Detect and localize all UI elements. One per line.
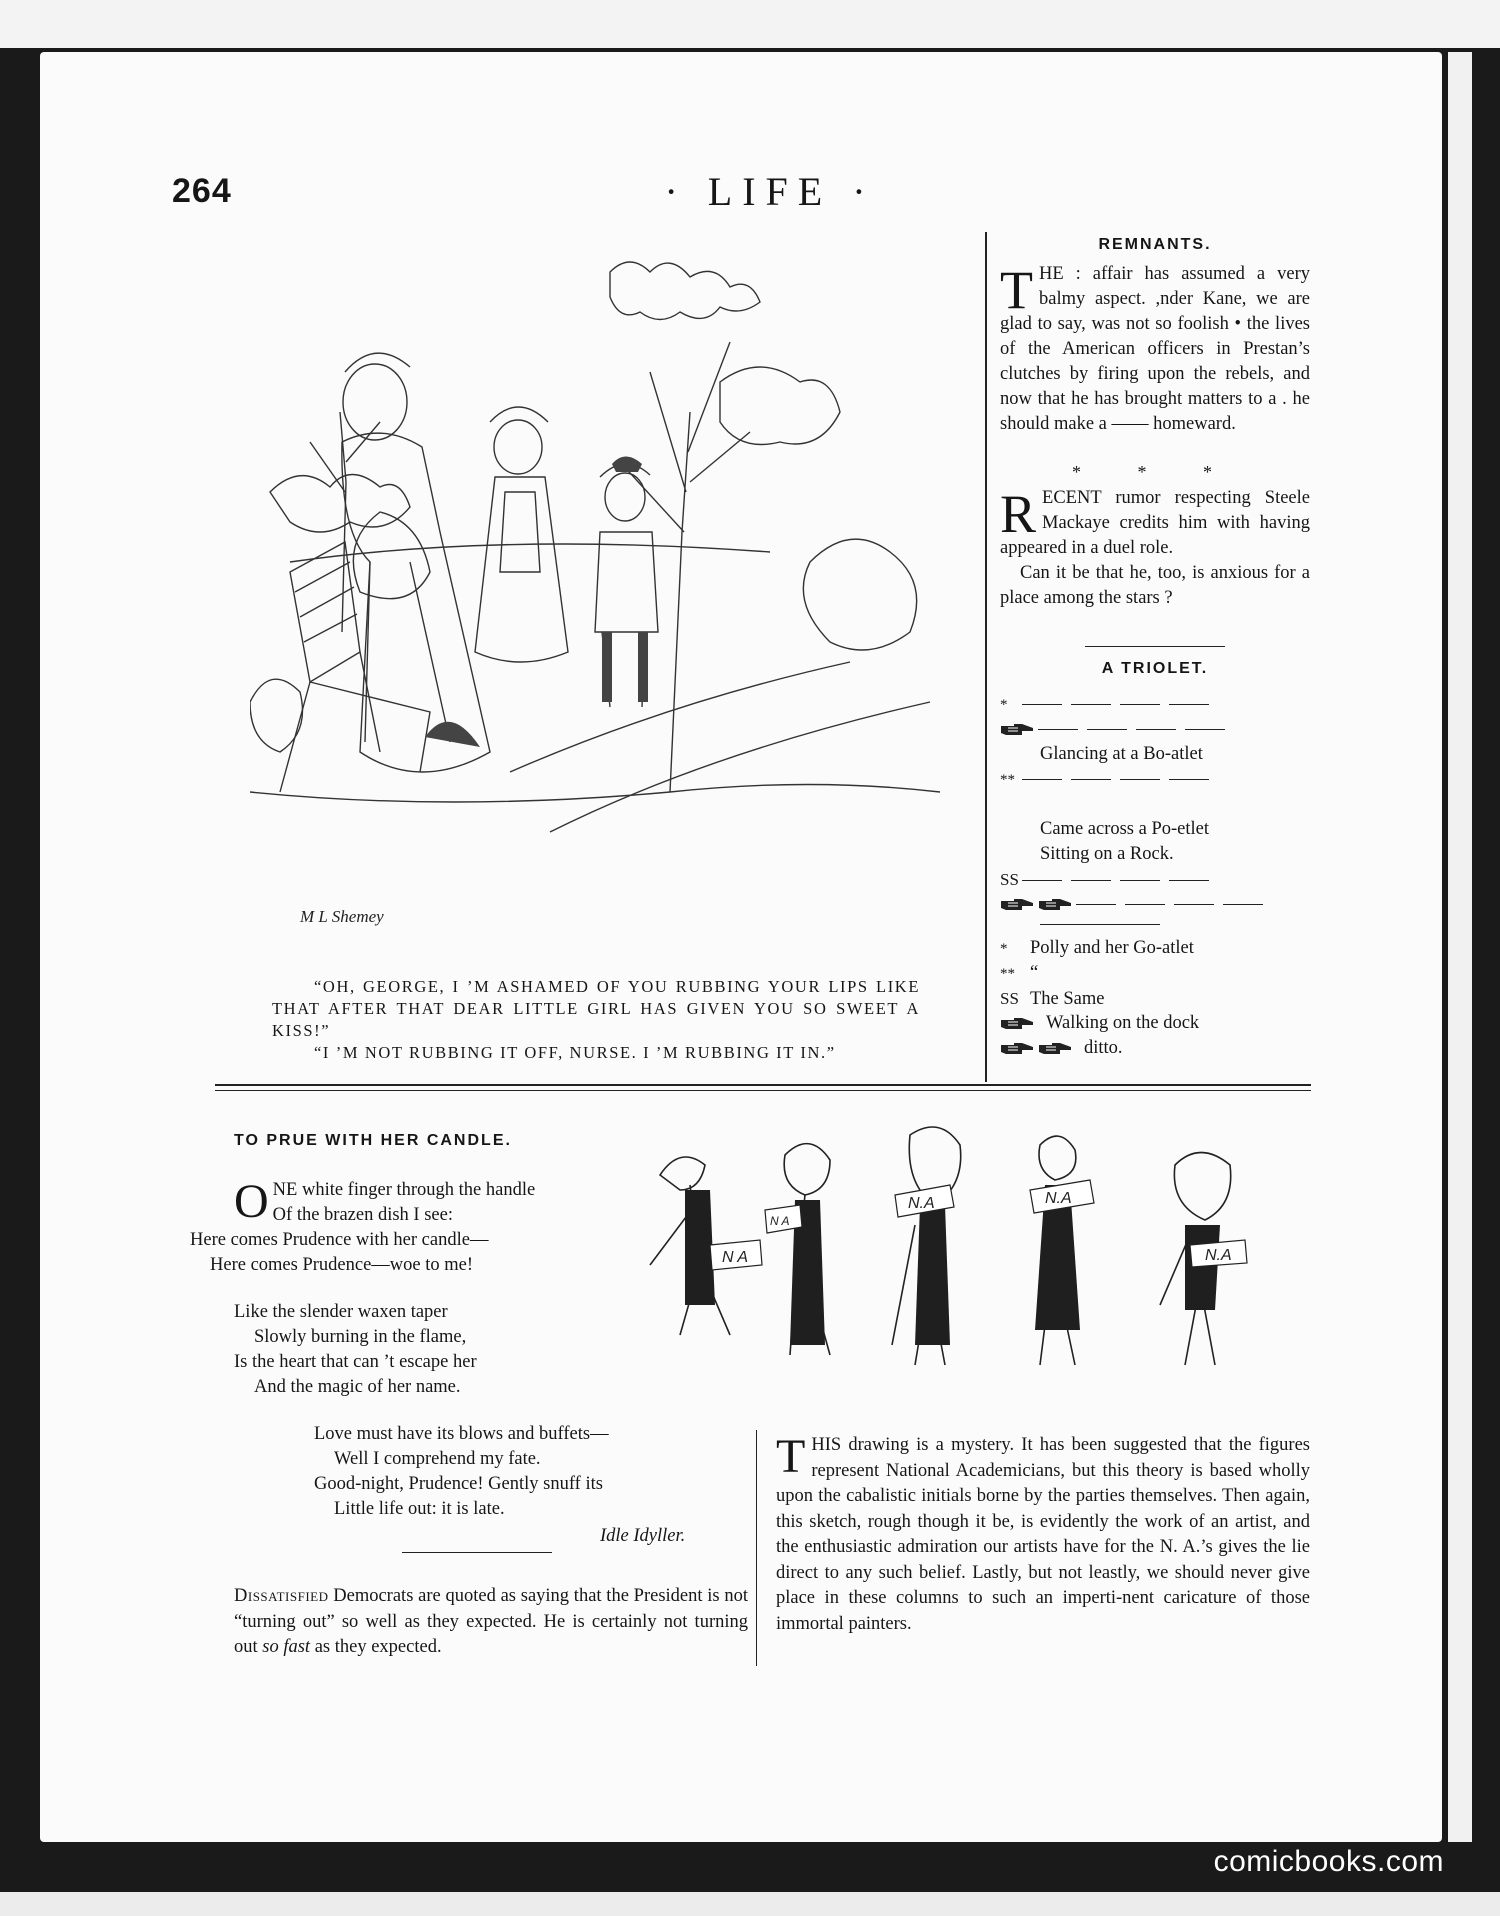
- triolet-line: [1000, 692, 1320, 717]
- watermark: comicbooks.com: [1213, 1845, 1444, 1878]
- triolet-line: [1000, 892, 1320, 917]
- prue-stanza-1: [190, 1175, 634, 1278]
- triolet-text: “: [1030, 963, 1039, 983]
- footnote-mark: *: [1000, 941, 1008, 957]
- blank-dash: [1169, 880, 1209, 881]
- poem-line: Is the heart that can ’t escape her: [234, 1352, 477, 1372]
- na-label: N A: [770, 1214, 790, 1228]
- caption-line-2: “I ’M NOT RUBBING IT OFF, NURSE. I ’M RUBBING IT IN.”: [314, 1043, 836, 1062]
- poem-line: Like the slender waxen taper: [234, 1302, 448, 1322]
- pointing-hand-icon: [1000, 723, 1034, 737]
- blank-dash: [1071, 704, 1111, 705]
- blank-dash: [1125, 904, 1165, 905]
- prue-stanza-3: [314, 1422, 714, 1522]
- cartoon-caption: [272, 976, 920, 1064]
- triolet-text: [1000, 794, 1040, 814]
- blank-dash: [1174, 904, 1214, 905]
- blank-dash: [1223, 904, 1263, 905]
- pointing-hand-icon: [1000, 1017, 1034, 1031]
- triolet-text: [1272, 894, 1280, 914]
- na-figures-illustration: [630, 1115, 1270, 1415]
- triolet-line: [1000, 936, 1320, 961]
- remnants-text-2: ECENT rumor respecting Steele Mackaye credits him with having appeared in a duel role.: [1000, 488, 1310, 558]
- footnote-mark: **: [1000, 772, 1015, 788]
- dissatisfied-text-2: as they expected.: [310, 1637, 442, 1657]
- prue-stanza-2: [234, 1300, 634, 1400]
- poem-line: Here comes Prudence with her candle—: [190, 1230, 489, 1250]
- blank-dash: [1038, 729, 1078, 730]
- triolet-text: Glancing at a Bo-atlet: [1040, 744, 1203, 764]
- section-rule: [215, 1084, 1311, 1086]
- dissatisfied-paragraph: [234, 1584, 748, 1661]
- triolet-text: The Same: [1030, 989, 1105, 1009]
- blank-dash: [1120, 880, 1160, 881]
- remnants-paragraph-1: [1000, 262, 1310, 437]
- triolet-heading: A TRIOLET.: [1101, 660, 1209, 677]
- triolet-text: Came across a Po-etlet: [1040, 819, 1210, 839]
- drop-cap: R: [1000, 484, 1037, 544]
- poem-line: Of the brazen dish I see:: [272, 1205, 453, 1225]
- blank-dash: [1071, 779, 1111, 780]
- poem-author: Idle Idyller.: [600, 1526, 686, 1546]
- masthead-title: · LIFE ·: [664, 169, 876, 214]
- triolet-text: Sitting on a Rock.: [1040, 844, 1174, 864]
- column-rule-bottom: [756, 1430, 757, 1666]
- blank-dash: [1169, 704, 1209, 705]
- pointing-hand-icon: [1000, 1042, 1034, 1056]
- blank-dash: [1022, 880, 1062, 881]
- section-stars: * * *: [1072, 462, 1238, 482]
- dissatisfied-text-1: Democrats are quoted as saying that the President is not “turning out” so well as they expected. He is certainly not turning out: [234, 1586, 748, 1657]
- scan-border-right: [1448, 52, 1472, 1842]
- prue-heading: TO PRUE WITH HER CANDLE.: [234, 1132, 512, 1149]
- triolet-text: Walking on the dock: [1046, 1013, 1200, 1033]
- pointing-hand-icon: [1038, 1042, 1072, 1056]
- artist-signature: M L Shemey: [300, 907, 384, 926]
- triolet-notes: [1000, 936, 1320, 1061]
- scan-border-bottom: [0, 1892, 1500, 1916]
- mystery-text: HIS drawing is a mystery. It has been suggested that the figures represent National Academicians, but this theory is based wholly upon the cabalistic initials borne by the parties themselves. Then again, this sketch, rough though it be, is evidently the work of an artist, and the enthusiastic admiration our artists have for the N. A.’s gives the lie direct to any such belief. Lastly, but not leastly, we should never give place in these columns to such an imperti-nent caricature of those immortal painters.: [776, 1435, 1310, 1634]
- pointing-hand-icon: [1038, 898, 1072, 912]
- triolet-text: [1234, 719, 1242, 739]
- short-rule: [402, 1552, 552, 1553]
- triolet-line: [1000, 817, 1320, 842]
- poem-line: Well I comprehend my fate.: [334, 1449, 541, 1469]
- drop-cap: T: [1000, 260, 1033, 320]
- triolet-line: [1000, 842, 1320, 867]
- pointing-hand-icon: [1000, 898, 1034, 912]
- triolet-lines: [1000, 692, 1320, 917]
- poem-line: Slowly burning in the flame,: [254, 1327, 467, 1347]
- blank-dash: [1071, 880, 1111, 881]
- blank-dash: [1022, 704, 1062, 705]
- footnote-mark: **: [1000, 966, 1015, 982]
- blank-dash: [1185, 729, 1225, 730]
- caption-line-1: “OH, GEORGE, I ’M ASHAMED OF YOU RUBBING YOUR LIPS LIKE THAT AFTER THAT DEAR LITTLE GIRL HAS GIVEN YOU SO SWEET A KISS!”: [272, 977, 920, 1040]
- lead-word: Dissatisfied: [234, 1586, 329, 1606]
- drop-cap: T: [776, 1430, 806, 1483]
- scan-border-top: [0, 0, 1500, 48]
- section-rule-secondary: [215, 1090, 1311, 1091]
- triolet-line: [1000, 986, 1320, 1011]
- remnants-text-3: Can it be that he, too, is anxious for a place among the stars ?: [1000, 563, 1310, 608]
- triolet-text: ditto.: [1084, 1038, 1123, 1058]
- remnants-text-1: HE : affair has assumed a very balmy aspect. ,nder Kane, we are glad to say, was not so foolish • the lives of the American officers in Prestan’s clutches by firing upon the rebels, and now that he has brought matters to a . he should make a —— homeward.: [1000, 264, 1310, 434]
- blank-dash: [1169, 779, 1209, 780]
- footnote-mark: *: [1000, 697, 1008, 713]
- emphasis: so fast: [262, 1637, 311, 1657]
- short-rule: [1040, 924, 1160, 925]
- mystery-paragraph: [776, 1430, 1310, 1637]
- triolet-line: [1000, 867, 1320, 892]
- triolet-text: [1218, 870, 1226, 890]
- triolet-text: Polly and her Go-atlet: [1030, 938, 1194, 958]
- triolet-line: [1000, 767, 1320, 792]
- remnants-heading: REMNANTS.: [1098, 236, 1212, 253]
- blank-dash: [1022, 779, 1062, 780]
- poem-line: Love must have its blows and buffets—: [314, 1424, 609, 1444]
- triolet-text: [1218, 694, 1226, 714]
- blank-dash: [1136, 729, 1176, 730]
- remnants-paragraph-2: [1000, 486, 1310, 611]
- na-label: N.A: [1205, 1247, 1232, 1264]
- short-rule: [1085, 646, 1225, 647]
- cartoon-illustration: [250, 232, 950, 952]
- na-label: N.A: [908, 1195, 935, 1212]
- triolet-line: [1000, 742, 1320, 767]
- triolet-text: [1218, 769, 1226, 789]
- drop-cap: O: [234, 1175, 269, 1228]
- triolet-line: [1000, 1011, 1320, 1036]
- na-label: N.A: [1045, 1190, 1072, 1207]
- page-number: 264: [172, 172, 232, 210]
- poem-line: Here comes Prudence—woe to me!: [210, 1255, 474, 1275]
- na-label: N A: [722, 1249, 749, 1266]
- blank-dash: [1120, 779, 1160, 780]
- column-rule-top: [985, 232, 987, 1082]
- triolet-line: [1000, 792, 1320, 817]
- poem-line: Good-night, Prudence! Gently snuff its: [314, 1474, 603, 1494]
- triolet-line: [1000, 1036, 1320, 1061]
- blank-dash: [1120, 704, 1160, 705]
- poem-line: Little life out: it is late.: [334, 1499, 505, 1519]
- triolet-line: [1000, 717, 1320, 742]
- triolet-line: [1000, 961, 1320, 986]
- footnote-mark: SS: [1000, 989, 1019, 1008]
- poem-line: NE white finger through the handle: [272, 1180, 536, 1200]
- blank-dash: [1087, 729, 1127, 730]
- footnote-mark: SS: [1000, 870, 1019, 889]
- blank-dash: [1076, 904, 1116, 905]
- poem-line: And the magic of her name.: [254, 1377, 461, 1397]
